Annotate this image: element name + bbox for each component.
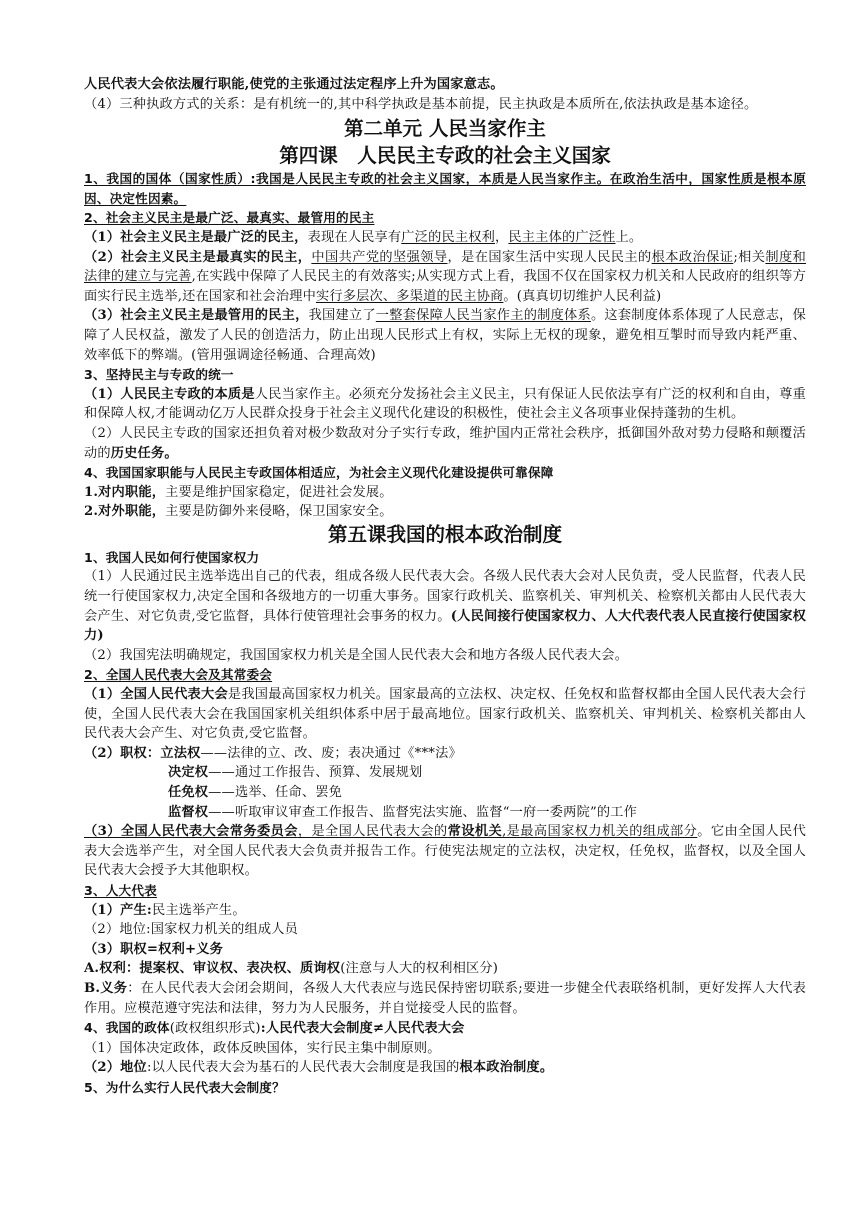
- section-heading: 3、坚持民主与专政的统一: [84, 367, 234, 383]
- paragraph: 2.对外职能，主要是防御外来侵略，保卫国家安全。: [84, 504, 393, 520]
- section-heading: 4、我国国家职能与人民民主专政国体相适应，为社会主义现代化建设提供可靠保障: [84, 465, 554, 481]
- section-heading: 2、社会主义民主是最广泛、最真实、最管用的民主: [84, 210, 375, 226]
- paragraph: A.权利：提案权、审议权、表决权、质询权(注意与人大的权利相区分): [84, 961, 499, 977]
- paragraph: （1）国体决定政体，政体反映国体，实行民主集中制原则。: [84, 1040, 441, 1056]
- lesson5-title: 第五课我国的根本政治制度: [327, 522, 562, 546]
- section-heading: 4、我国的政体(政权组织形式):人民代表大会制度≠人民代表大会: [84, 1020, 465, 1037]
- section-heading: 1、我国的国体（国家性质）:我国是人民民主专政的社会主义国家，本质是人民当家作主。在政治生活中，国家性质是根本原因、决定性因素。: [84, 171, 806, 206]
- paragraph: （2）职权：立法权——法律的立、改、废；表决通过《***法》: [84, 745, 462, 761]
- section-heading: 2、全国人民代表大会及其常委会: [84, 667, 273, 683]
- paragraph: （3）全国人民代表大会常务委员会，是全国人民代表大会的常设机关,是最高国家权力机关的组成部分。它由全国人民代表大会选举产生，对全国人民代表大会负责并报告工作。行使宪法规定的立法权，决定权，任免权，监督权，以及全国人民代表大会授予大其他职权。: [84, 824, 806, 879]
- section-heading: 3、人大代表: [84, 882, 157, 898]
- paragraph: 1.对内职能，主要是维护国家稳定，促进社会发展。: [84, 484, 393, 500]
- paragraph: （2）人民民主专政的国家还担负着对极少数敌对分子实行专政，维护国内正常社会秩序，抵御国外敌对势力侵略和颠覆活动的历史任务。: [84, 425, 806, 461]
- paragraph: （1）人民通过民主选举选出自己的代表，组成各级人民代表大会。各级人民代表大会对人民负责，受人民监督，代表人民统一行使国家权力,决定全国和各级地方的一切重大事务。国家行政机关、监察机关、审判机关、检察机关都由人民代表大会产生、对它负责,受它监督，具体行使管理社会事务的权力。(人民间接行使国家权力、人大代表代表人民直接行使国家权力): [84, 569, 806, 644]
- paragraph: （2）地位:以人民代表大会为基石的人民代表大会制度是我国的根本政治制度。: [84, 1060, 554, 1076]
- paragraph: 决定权——通过工作报告、预算、发展规划: [168, 765, 423, 781]
- paragraph: （1）人民民主专政的本质是人民当家作主。必须充分发扬社会主义民主，只有保证人民依法享有广泛的权利和自由，尊重和保障人权,才能调动亿万人民群众投身于社会主义现代化建设的积极性，使社会主义各项事业保持蓬勃的生机。: [84, 386, 806, 422]
- paragraph: （2）我国宪法明确规定，我国国家权力机关是全国人民代表大会和地方各级人民代表大会。: [84, 647, 629, 663]
- paragraph: （3）职权=权利+义务: [84, 941, 223, 957]
- section-heading: 1、我国人民如何行使国家权力: [84, 549, 260, 565]
- paragraph: B.义务：在人民代表大会闭会期间，各级人大代表应与选民保持密切联系;要进一步健全代表联络机制，更好发挥人大代表作用。应模范遵守宪法和法律，努力为人民服务，并自觉接受人民的监督。: [84, 980, 806, 1016]
- section-heading: 5、为什么实行人民代表大会制度？: [84, 1079, 285, 1095]
- text-line: 人民代表大会依法履行职能,使党的主张通过法定程序上升为国家意志。: [84, 77, 504, 92]
- unit-title: 第二单元 人民当家作主: [344, 117, 546, 141]
- lesson4-title: 第四课 人民民主专政的社会主义国家: [279, 144, 611, 168]
- text-line: （4）三种执政方式的关系：是有机统一的,其中科学执政是基本前提，民主执政是本质所在,依法执政是基本途径。: [84, 96, 758, 112]
- paragraph: （2）社会主义民主是最真实的民主，中国共产党的坚强领导，是在国家生活中实现人民民主的根本政治保证;相关制度和法律的建立与完善,在实践中保障了人民民主的有效落实;从实现方式上看，我国不仅在国家权力机关和人民政府的组织等方面实行民主选举,还在国家和社会治理中实行多层次、多渠道的民主协商。(真真切切维护人民利益): [84, 249, 807, 304]
- paragraph: （1）社会主义民主是最广泛的民主，表现在人民享有广泛的民主权利，民主主体的广泛性上。: [84, 229, 643, 245]
- paragraph: （1）产生:民主选举产生。: [84, 902, 246, 918]
- paragraph: 任免权——选举、任命、罢免: [168, 785, 343, 800]
- paragraph: （2）地位:国家权力机关的组成人员: [84, 922, 299, 938]
- paragraph: （1）全国人民代表大会是我国最高国家权力机关。国家最高的立法权、决定权、任免权和监督权都由全国人民代表大会行使，全国人民代表大会在我国国家机关组织体系中居于最高地位。国家行政机关、监察机关、审判机关、检察机关都由人民代表大会产生、对它负责,受它监督。: [84, 687, 806, 742]
- paragraph: （3）社会主义民主是最管用的民主，我国建立了一整套保障人民当家作主的制度体系。这套制度体系体现了人民意志，保障了人民权益，激发了人民的创造活力，防止出现人民形式上有权，实际上无权的现象，避免相互掣时而导致内耗严重、效率低下的弊端。(管用强调途径畅通、合理高效): [84, 308, 807, 363]
- paragraph: 监督权——听取审议审查工作报告、监督宪法实施、监督“一府一委两院”的工作: [168, 804, 638, 820]
